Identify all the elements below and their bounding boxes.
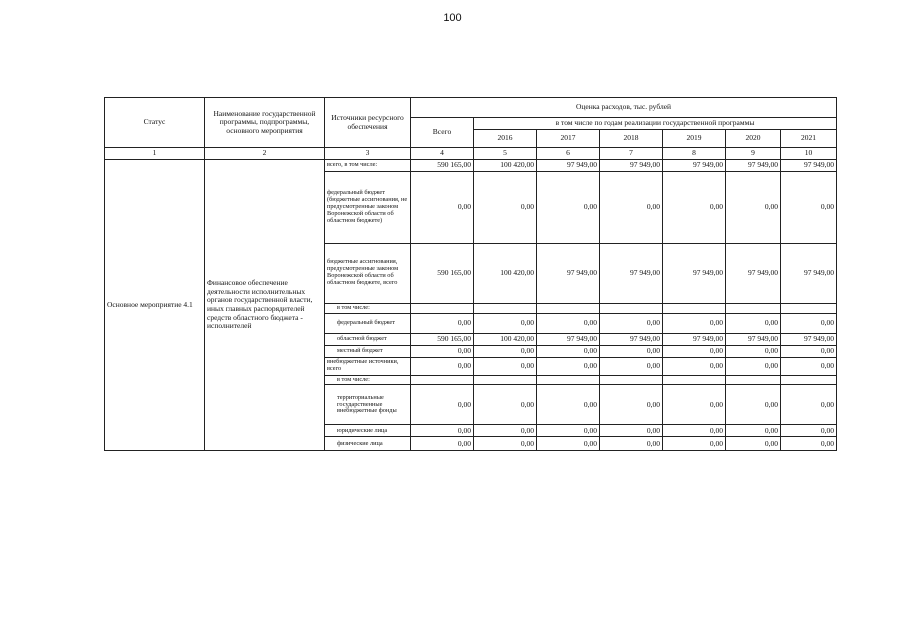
value-cell <box>600 375 663 385</box>
value-cell: 0,00 <box>474 171 537 243</box>
value-cell: 0,00 <box>411 313 474 333</box>
value-cell: 97 949,00 <box>781 333 837 345</box>
value-cell: 0,00 <box>411 385 474 425</box>
value-cell: 0,00 <box>663 357 726 375</box>
header-sources: Источники ресурсного обеспечения <box>325 98 411 148</box>
value-cell: 0,00 <box>663 385 726 425</box>
value-cell <box>411 303 474 313</box>
source-label: в том числе: <box>325 303 411 313</box>
value-cell: 100 420,00 <box>474 159 537 171</box>
value-cell: 0,00 <box>537 425 600 437</box>
value-cell: 0,00 <box>474 437 537 451</box>
value-cell: 0,00 <box>726 345 781 357</box>
value-cell: 0,00 <box>663 437 726 451</box>
value-cell: 0,00 <box>600 425 663 437</box>
source-label: бюджетные ассигнования, предусмотренные законом Воронежской области об областном бюджете, всего <box>325 243 411 303</box>
value-cell: 0,00 <box>726 425 781 437</box>
column-number: 3 <box>325 148 411 160</box>
value-cell: 0,00 <box>537 171 600 243</box>
value-cell: 0,00 <box>781 345 837 357</box>
value-cell: 97 949,00 <box>537 333 600 345</box>
source-label: физические лица <box>325 437 411 451</box>
value-cell: 0,00 <box>537 345 600 357</box>
value-cell: 97 949,00 <box>600 159 663 171</box>
value-cell: 97 949,00 <box>600 333 663 345</box>
value-cell: 0,00 <box>781 313 837 333</box>
value-cell: 97 949,00 <box>781 243 837 303</box>
value-cell: 0,00 <box>663 345 726 357</box>
value-cell <box>474 303 537 313</box>
value-cell: 97 949,00 <box>537 159 600 171</box>
value-cell: 0,00 <box>726 437 781 451</box>
header-total: Всего <box>411 118 474 148</box>
value-cell <box>781 303 837 313</box>
value-cell: 0,00 <box>600 313 663 333</box>
value-cell <box>600 303 663 313</box>
value-cell: 100 420,00 <box>474 333 537 345</box>
source-label: территориальные государственные внебюджетные фонды <box>325 385 411 425</box>
header-year: 2020 <box>726 130 781 148</box>
header-year: 2019 <box>663 130 726 148</box>
page-number: 100 <box>443 12 462 24</box>
source-label: юридические лица <box>325 425 411 437</box>
value-cell: 97 949,00 <box>663 333 726 345</box>
value-cell <box>726 375 781 385</box>
value-cell: 0,00 <box>474 313 537 333</box>
value-cell: 0,00 <box>474 385 537 425</box>
value-cell: 0,00 <box>781 357 837 375</box>
value-cell: 590 165,00 <box>411 243 474 303</box>
header-by-years: в том числе по годам реализации государственной программы <box>474 118 837 130</box>
value-cell: 0,00 <box>781 385 837 425</box>
value-cell: 0,00 <box>600 357 663 375</box>
header-status: Статус <box>105 98 205 148</box>
value-cell: 0,00 <box>537 385 600 425</box>
value-cell: 0,00 <box>781 437 837 451</box>
column-number: 1 <box>105 148 205 160</box>
value-cell: 0,00 <box>726 313 781 333</box>
value-cell <box>537 303 600 313</box>
value-cell <box>781 375 837 385</box>
value-cell: 0,00 <box>411 437 474 451</box>
value-cell: 97 949,00 <box>537 243 600 303</box>
source-label: федеральный бюджет <box>325 313 411 333</box>
value-cell: 0,00 <box>600 385 663 425</box>
value-cell <box>474 375 537 385</box>
value-cell: 0,00 <box>663 171 726 243</box>
column-number: 9 <box>726 148 781 160</box>
value-cell: 0,00 <box>781 171 837 243</box>
value-cell: 97 949,00 <box>663 243 726 303</box>
value-cell: 0,00 <box>600 171 663 243</box>
value-cell: 0,00 <box>474 357 537 375</box>
column-number: 10 <box>781 148 837 160</box>
budget-table <box>104 97 837 451</box>
value-cell: 100 420,00 <box>474 243 537 303</box>
source-label: областной бюджет <box>325 333 411 345</box>
column-number: 2 <box>205 148 325 160</box>
value-cell: 0,00 <box>537 437 600 451</box>
value-cell: 97 949,00 <box>726 333 781 345</box>
value-cell: 0,00 <box>474 345 537 357</box>
value-cell: 0,00 <box>537 313 600 333</box>
value-cell: 0,00 <box>726 357 781 375</box>
value-cell: 0,00 <box>411 171 474 243</box>
value-cell: 0,00 <box>600 345 663 357</box>
value-cell <box>411 375 474 385</box>
source-label: всего, в том числе: <box>325 159 411 171</box>
header-year: 2016 <box>474 130 537 148</box>
value-cell: 0,00 <box>411 425 474 437</box>
value-cell: 590 165,00 <box>411 159 474 171</box>
value-cell: 0,00 <box>474 425 537 437</box>
value-cell <box>537 375 600 385</box>
source-label: внебюджетные источники, всего <box>325 357 411 375</box>
source-label: федеральный бюджет (бюджетные ассигнования, не предусмотренные законом Воронежской области об областном бюджете) <box>325 171 411 243</box>
header-year: 2018 <box>600 130 663 148</box>
value-cell <box>663 375 726 385</box>
program-name-cell: Финансовое обеспечение деятельности исполнительных органов государственной власти, иных главных распорядителей средств областного бюджета - исполнителей <box>205 159 325 451</box>
value-cell <box>663 303 726 313</box>
value-cell: 0,00 <box>411 345 474 357</box>
value-cell: 97 949,00 <box>726 243 781 303</box>
value-cell: 590 165,00 <box>411 333 474 345</box>
value-cell: 97 949,00 <box>781 159 837 171</box>
value-cell: 0,00 <box>600 437 663 451</box>
value-cell: 97 949,00 <box>600 243 663 303</box>
header-year: 2017 <box>537 130 600 148</box>
header-name: Наименование государственной программы, подпрограммы, основного мероприятия <box>205 98 325 148</box>
value-cell: 0,00 <box>726 385 781 425</box>
column-number: 4 <box>411 148 474 160</box>
value-cell: 0,00 <box>663 425 726 437</box>
value-cell: 0,00 <box>537 357 600 375</box>
column-number: 5 <box>474 148 537 160</box>
column-number: 7 <box>600 148 663 160</box>
value-cell: 0,00 <box>781 425 837 437</box>
value-cell: 0,00 <box>663 313 726 333</box>
header-year: 2021 <box>781 130 837 148</box>
value-cell <box>726 303 781 313</box>
value-cell: 0,00 <box>411 357 474 375</box>
status-cell: Основное мероприятие 4.1 <box>105 159 205 451</box>
source-label: местный бюджет <box>325 345 411 357</box>
value-cell: 97 949,00 <box>663 159 726 171</box>
column-number: 8 <box>663 148 726 160</box>
value-cell: 97 949,00 <box>726 159 781 171</box>
header-estimate: Оценка расходов, тыс. рублей <box>411 98 837 118</box>
source-label: в том числе: <box>325 375 411 385</box>
column-number: 6 <box>537 148 600 160</box>
value-cell: 0,00 <box>726 171 781 243</box>
